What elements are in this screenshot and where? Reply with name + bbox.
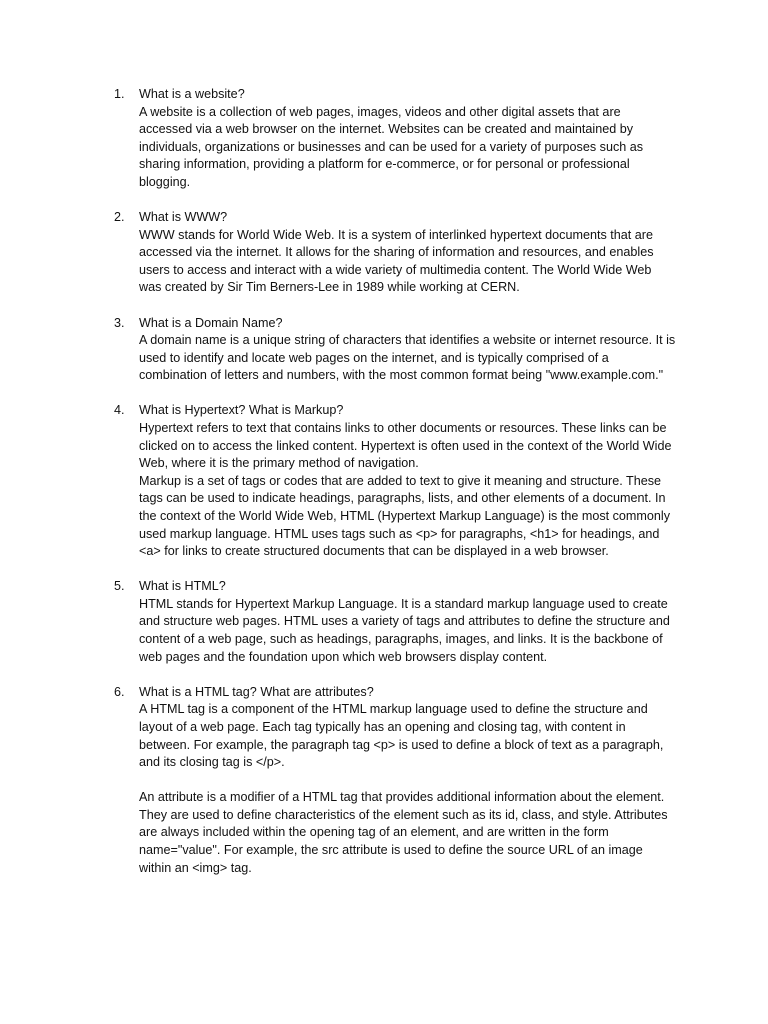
item-number: 6. (114, 684, 125, 699)
item-body (139, 402, 677, 560)
question-heading: What is a Domain Name? (139, 315, 283, 330)
answer-paragraph: Markup is a set of tags or codes that are added to text to give it meaning and structure. These tags can be used to indicate headings, paragraphs, lists, and other elements of a document. In the context of the World Wide Web, HTML (Hypertext Markup Language) is the most commonly used markup language. HTML uses tags such as <p> for paragraphs, <h1> for headings, and <a> for links to create structured documents that can be displayed in a web browser. (139, 473, 671, 559)
list-item (0, 684, 768, 878)
list-item (0, 578, 768, 666)
item-body (139, 684, 677, 878)
answer-paragraph: A domain name is a unique string of characters that identifies a website or internet resource. It is used to identify and locate web pages on the internet, and is typically comprised of a combination of letters and numbers, with the most common format being "www.example.com." (139, 333, 676, 383)
item-number: 4. (114, 403, 125, 418)
list-item (0, 86, 768, 192)
answer-paragraph: HTML stands for Hypertext Markup Language. It is a standard markup language used to create and structure web pages. HTML uses a variety of tags and attributes to define the structure and content of a web page, such as headings, paragraphs, images, and links. It is the backbone of web pages and the foundation upon which web browsers display content. (139, 596, 670, 664)
item-number: 1. (114, 87, 125, 101)
answer-paragraph: WWW stands for World Wide Web. It is a system of interlinked hypertext documents that are accessed via the internet. It allows for the sharing of information and resources, and enables users to access and interact with a wide variety of multimedia content. The World Wide Web was created by Sir Tim Berners-Lee in 1989 while working at CERN. (139, 227, 654, 295)
question-heading: What is a website? (139, 87, 245, 101)
question-heading: What is Hypertext? What is Markup? (139, 403, 344, 418)
item-number: 3. (114, 315, 125, 330)
item-body (139, 315, 677, 385)
question-heading: What is a HTML tag? What are attributes? (139, 684, 374, 699)
question-heading: What is HTML? (139, 579, 226, 594)
item-body (139, 86, 677, 192)
item-body (139, 209, 677, 297)
question-heading: What is WWW? (139, 210, 228, 225)
answer-paragraph: A HTML tag is a component of the HTML markup language used to define the structure and layout of a web page. Each tag typically has an opening and closing tag, with content in between. For example, the paragraph tag <p> is used to define a block of text as a paragraph, and its closing tag is </p>. (139, 702, 664, 770)
answer-paragraph: Hypertext refers to text that contains links to other documents or resources. These links can be clicked on to access the linked content. Hypertext is often used in the context of the World Wide Web, where it is the primary method of navigation. (139, 421, 672, 471)
list-item (0, 209, 768, 297)
item-number: 2. (114, 210, 125, 225)
list-item (0, 315, 768, 385)
answer-paragraph: A website is a collection of web pages, images, videos and other digital assets that are accessed via a web browser on the internet. Websites can be created and maintained by individuals, organizations or businesses and can be used for a variety of purposes such as sharing information, providing a platform for e-commerce, or for personal or professional blogging. (139, 104, 644, 189)
item-number: 5. (114, 579, 125, 594)
answer-paragraph: An attribute is a modifier of a HTML tag that provides additional information about the element. They are used to define characteristics of the element such as its id, class, and style. Attributes are always included within the opening tag of an element, and are written in the form name="value". For example, the src attribute is used to define the source URL of an image within an <img> tag. (139, 790, 668, 875)
item-body (139, 578, 677, 666)
question-list (0, 86, 768, 895)
list-item (0, 402, 768, 560)
